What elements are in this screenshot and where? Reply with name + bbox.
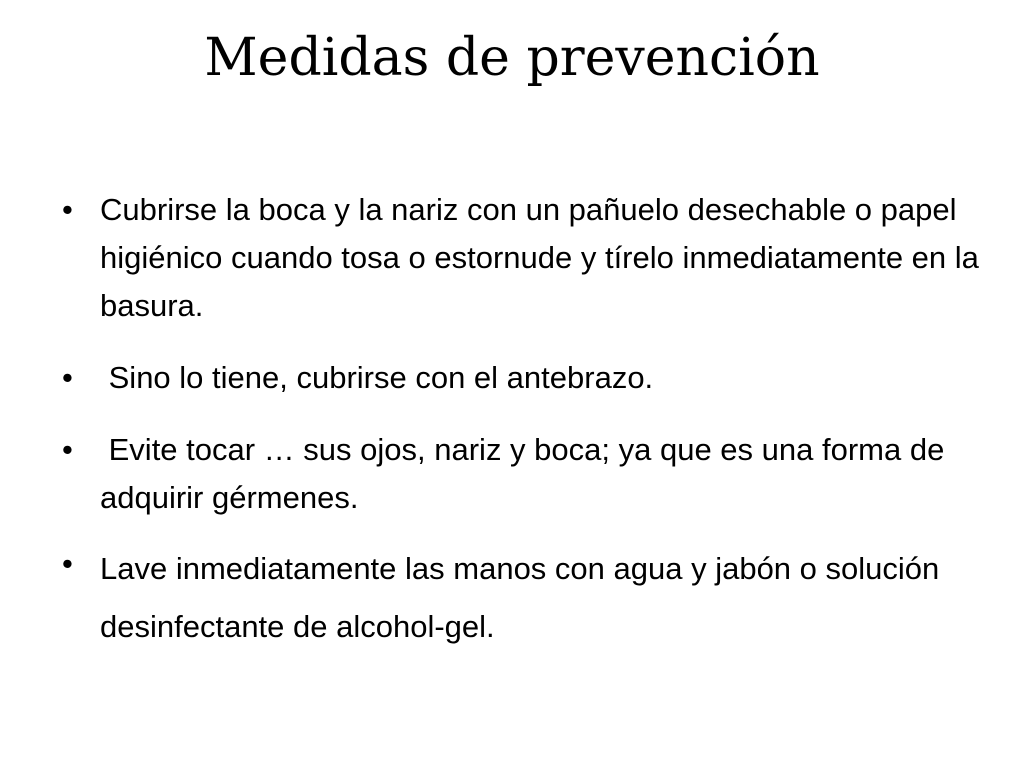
bullet-item bbox=[62, 426, 982, 522]
bullet-text: Evite tocar … sus ojos, nariz y boca; ya que es una forma de adquirir gérmenes. bbox=[100, 432, 953, 515]
bullet-item bbox=[62, 186, 982, 330]
bullet-text: Sino lo tiene, cubrirse con el antebrazo. bbox=[100, 360, 654, 395]
bullet-item bbox=[62, 540, 982, 656]
bullet-text: Cubrirse la boca y la nariz con un pañuelo desechable o papel higiénico cuando tosa o estornude y tírelo inmediatamente en la basura. bbox=[100, 192, 979, 323]
bullet-marker: • bbox=[62, 360, 73, 395]
bullet-text: Lave inmediatamente las manos con agua y jabón o solución desinfectante de alcohol-gel. bbox=[100, 551, 940, 644]
bullet-marker: • bbox=[62, 546, 73, 581]
bullet-list bbox=[62, 186, 982, 680]
slide-title: Medidas de prevención bbox=[204, 28, 820, 88]
bullet-marker: • bbox=[62, 192, 73, 227]
bullet-item bbox=[62, 354, 982, 402]
bullet-marker: • bbox=[62, 432, 73, 467]
